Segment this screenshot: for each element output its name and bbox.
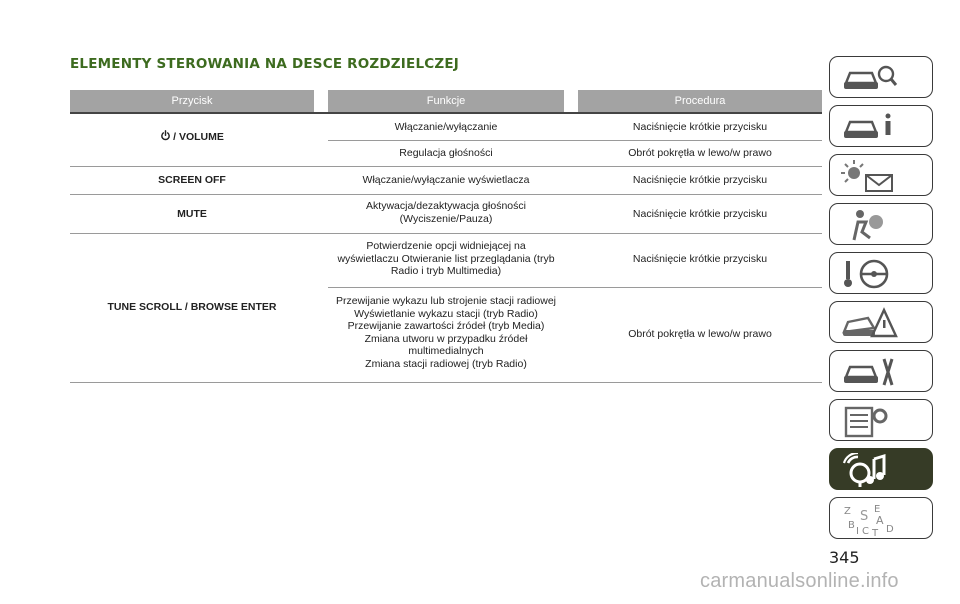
row3-function xyxy=(320,200,572,225)
car-service-icon xyxy=(840,355,898,389)
header-procedure: Procedura xyxy=(578,90,822,112)
row4-subdivider xyxy=(328,287,822,288)
controls-table xyxy=(70,90,822,370)
row2-button: SCREEN OFF xyxy=(158,174,226,186)
alphabetical-index-icon xyxy=(840,502,898,536)
letter-d: D xyxy=(886,524,894,535)
row4-f2-line3: Przewijanie zawartości źródeł (tryb Media) xyxy=(347,320,545,332)
row4-f2-line1: Przewijanie wykazu lub strojenie stacji radiowej xyxy=(335,295,556,307)
tab-multimedia[interactable] xyxy=(829,448,933,490)
row3-divider xyxy=(70,233,822,234)
tab-alphabetical-index[interactable] xyxy=(829,497,933,539)
watermark: carmanualsonline.info xyxy=(700,570,899,592)
row4-f2-line2: Wyświetlanie wykazu stacji (tryb Radio) xyxy=(354,307,538,320)
page-number: 345 xyxy=(829,548,860,567)
row4-procedure-2: Obrót pokrętła w lewo/w prawo xyxy=(628,328,772,340)
tab-car-search[interactable] xyxy=(829,56,933,98)
row2-divider xyxy=(70,194,822,195)
row4-f2-line6: Zmiana stacji radiowej (tryb Radio) xyxy=(365,357,527,370)
car-search-icon xyxy=(840,61,898,95)
table-bottom-line xyxy=(70,382,822,383)
tab-emergency-start[interactable] xyxy=(829,252,933,294)
letter-a: A xyxy=(876,514,884,527)
letter-b: B xyxy=(848,520,855,531)
row4-f2-line4: Zmiana utworu w przypadku źródeł xyxy=(364,332,528,345)
multimedia-icon xyxy=(840,453,898,487)
row4-button: TUNE SCROLL / BROWSE ENTER xyxy=(107,301,277,313)
row1-procedure-2: Obrót pokrętła w lewo/w prawo xyxy=(628,147,772,159)
tab-specifications[interactable] xyxy=(829,399,933,441)
row1-button-label: / VOLUME xyxy=(173,131,224,143)
header-function: Funkcje xyxy=(328,90,564,112)
tab-car-service[interactable] xyxy=(829,350,933,392)
row1-button xyxy=(70,130,314,144)
row4-f1-line3: Radio i tryb Multimedia) xyxy=(390,265,502,277)
letter-i: I xyxy=(856,526,859,536)
row4-f1-line2: wyświetlaczu Otwieranie list przeglądania (tryb xyxy=(337,252,555,265)
row4-function-2 xyxy=(320,295,572,370)
letter-t: T xyxy=(872,528,879,536)
row2-function: Włączanie/wyłączanie wyświetlacza xyxy=(362,174,530,186)
specifications-icon xyxy=(840,404,898,438)
tab-warning-lights[interactable] xyxy=(829,154,933,196)
car-accident-icon xyxy=(840,306,898,340)
tab-car-accident[interactable] xyxy=(829,301,933,343)
table-header xyxy=(70,90,822,112)
page-heading: ELEMENTY STEROWANIA NA DESCE ROZDZIELCZEJ xyxy=(70,56,459,72)
row1-subdivider xyxy=(328,140,822,141)
row4-f2-line5: multimedialnych xyxy=(408,345,484,357)
row3-function-line1: Aktywacja/dezaktywacja głośności xyxy=(366,200,526,212)
power-icon xyxy=(160,130,171,141)
letter-s: S xyxy=(860,509,869,524)
row1-divider xyxy=(70,166,822,167)
header-button: Przycisk xyxy=(70,90,314,112)
tab-airbag[interactable] xyxy=(829,203,933,245)
header-divider xyxy=(70,112,822,114)
tab-car-info[interactable] xyxy=(829,105,933,147)
letter-e: E xyxy=(874,504,881,515)
row1-function-2: Regulacja głośności xyxy=(399,147,493,159)
row4-procedure-1: Naciśnięcie krótkie przycisku xyxy=(632,253,768,265)
row1-procedure-1: Naciśnięcie krótkie przycisku xyxy=(632,121,768,133)
row3-button: MUTE xyxy=(177,208,207,220)
row4-function-1 xyxy=(320,240,572,278)
car-info-icon xyxy=(840,110,898,144)
row4-f1-line1: Potwierdzenie opcji widniejącej na xyxy=(366,240,526,252)
airbag-icon xyxy=(840,208,898,242)
row3-function-line2: (Wyciszenie/Pauza) xyxy=(399,212,493,225)
letter-z: Z xyxy=(844,506,851,517)
row1-function-1: Włączanie/wyłączanie xyxy=(394,121,498,133)
emergency-start-icon xyxy=(840,257,898,291)
row3-procedure: Naciśnięcie krótkie przycisku xyxy=(632,208,768,220)
letter-c: C xyxy=(862,526,869,536)
warning-lights-icon xyxy=(840,159,898,193)
row2-procedure: Naciśnięcie krótkie przycisku xyxy=(632,174,768,186)
